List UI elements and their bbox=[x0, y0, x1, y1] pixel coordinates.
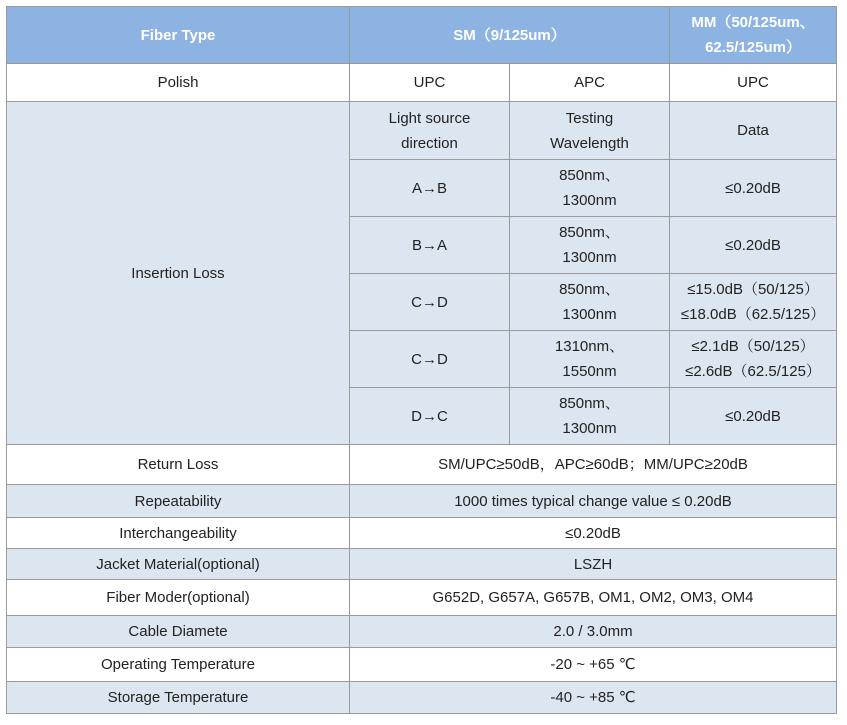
il-wavelength-line2: 1550nm bbox=[562, 363, 617, 380]
spec-row-jacket-material bbox=[7, 549, 837, 580]
il-wavelength-line2: 1300nm bbox=[562, 249, 617, 266]
il-wavelength-line2: 1300nm bbox=[562, 420, 617, 437]
spec-label: Storage Temperature bbox=[7, 682, 350, 714]
spec-row-repeatability bbox=[7, 485, 837, 518]
spec-label: Operating Temperature bbox=[7, 648, 350, 682]
il-data-line1: ≤0.20dB bbox=[725, 407, 781, 425]
il-wavelength bbox=[510, 217, 670, 274]
polish-label: Polish bbox=[7, 64, 350, 102]
il-data bbox=[670, 274, 837, 331]
il-direction: D→C bbox=[350, 388, 510, 445]
il-data bbox=[670, 160, 837, 217]
spec-value: G652D, G657A, G657B, OM1, OM2, OM3, OM4 bbox=[350, 580, 837, 616]
spec-label: Repeatability bbox=[7, 485, 350, 518]
spec-row-storage-temperature bbox=[7, 682, 837, 714]
il-data-line1: ≤2.1dB（50/125） bbox=[691, 338, 815, 355]
wavelength-header-line1: Testing bbox=[565, 109, 614, 127]
il-data bbox=[670, 331, 837, 388]
spec-row-interchangeability bbox=[7, 518, 837, 549]
polish-apc: APC bbox=[510, 64, 670, 102]
spec-label: Return Loss bbox=[7, 445, 350, 485]
polish-upc-mm: UPC bbox=[670, 64, 837, 102]
spec-table-container bbox=[6, 6, 837, 714]
il-wavelength bbox=[510, 274, 670, 331]
direction-header-line1: Light source bbox=[388, 109, 471, 127]
il-data-line2: ≤18.0dB（62.5/125） bbox=[680, 306, 826, 323]
il-direction: B→A bbox=[350, 217, 510, 274]
spec-value: -20 ~ +65 ℃ bbox=[350, 648, 837, 682]
il-wavelength-line1: 1310nm、 bbox=[554, 338, 625, 355]
il-wavelength bbox=[510, 160, 670, 217]
spec-label: Jacket Material(optional) bbox=[7, 549, 350, 580]
spec-row-fiber-moder bbox=[7, 580, 837, 616]
fiber-spec-table bbox=[6, 6, 837, 714]
il-wavelength bbox=[510, 331, 670, 388]
direction-header-line2: direction bbox=[401, 134, 458, 152]
mm-header-line2: 62.5/125um） bbox=[705, 39, 801, 56]
spec-value: SM/UPC≥50dB，APC≥60dB；MM/UPC≥20dB bbox=[350, 445, 837, 485]
direction-header bbox=[350, 102, 510, 160]
il-wavelength-line1: 850nm、 bbox=[559, 395, 620, 412]
spec-value: 1000 times typical change value ≤ 0.20dB bbox=[350, 485, 837, 518]
il-wavelength-line2: 1300nm bbox=[562, 192, 617, 209]
spec-value: 2.0 / 3.0mm bbox=[350, 616, 837, 648]
spec-label: Interchangeability bbox=[7, 518, 350, 549]
wavelength-header bbox=[510, 102, 670, 160]
spec-label: Cable Diamete bbox=[7, 616, 350, 648]
il-data-line1: ≤0.20dB bbox=[725, 179, 781, 197]
insertion-loss-subheader-row bbox=[7, 102, 837, 160]
polish-upc-sm: UPC bbox=[350, 64, 510, 102]
il-data-line1: ≤15.0dB（50/125） bbox=[687, 281, 819, 298]
il-wavelength-line1: 850nm、 bbox=[559, 281, 620, 298]
sm-header: SM（9/125um） bbox=[350, 7, 670, 64]
il-direction: C→D bbox=[350, 331, 510, 388]
il-wavelength-line1: 850nm、 bbox=[559, 224, 620, 241]
spec-row-cable-diameter bbox=[7, 616, 837, 648]
il-wavelength-line1: 850nm、 bbox=[559, 167, 620, 184]
il-direction: A→B bbox=[350, 160, 510, 217]
spec-value: ≤0.20dB bbox=[350, 518, 837, 549]
il-data bbox=[670, 388, 837, 445]
il-wavelength-line2: 1300nm bbox=[562, 306, 617, 323]
spec-row-return-loss bbox=[7, 445, 837, 485]
wavelength-header-line2: Wavelength bbox=[550, 134, 629, 152]
il-wavelength bbox=[510, 388, 670, 445]
il-data-line2: ≤2.6dB（62.5/125） bbox=[685, 363, 821, 380]
header-row bbox=[7, 7, 837, 64]
spec-row-operating-temperature bbox=[7, 648, 837, 682]
spec-value: -40 ~ +85 ℃ bbox=[350, 682, 837, 714]
polish-row bbox=[7, 64, 837, 102]
insertion-loss-label: Insertion Loss bbox=[7, 102, 350, 445]
il-direction: C→D bbox=[350, 274, 510, 331]
mm-header bbox=[670, 7, 837, 64]
mm-header-line1: MM（50/125um、 bbox=[691, 14, 815, 31]
data-header: Data bbox=[670, 102, 837, 160]
fiber-type-header: Fiber Type bbox=[7, 7, 350, 64]
spec-label: Fiber Moder(optional) bbox=[7, 580, 350, 616]
il-data-line1: ≤0.20dB bbox=[725, 236, 781, 254]
il-data bbox=[670, 217, 837, 274]
spec-value: LSZH bbox=[350, 549, 837, 580]
